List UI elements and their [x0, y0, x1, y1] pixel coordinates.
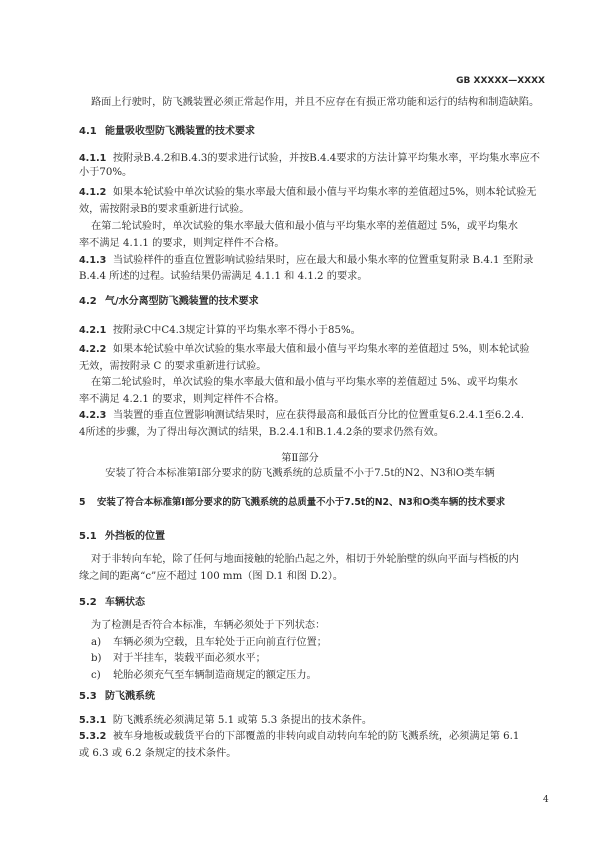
section-title: 气/水分离型防飞溅装置的技术要求 — [105, 296, 259, 307]
list-item — [91, 636, 327, 650]
list-text: 轮胎必须充气至车辆制造商规定的额定压力。 — [113, 670, 317, 681]
paragraph-line: 在第二轮试验时，单次试验的集水率最大值和最小值与平均集水率的差值超过 5%、或平均集水 — [91, 377, 518, 388]
paragraph-line: 为了检测是否符合本标准，车辆必须处于下列状态： — [91, 620, 326, 631]
clause-5-3-1 — [79, 714, 372, 728]
paragraph-line: 路面上行驶时，防飞溅装置必须正常起作用，并且不应存在有损正常功能和运行的结构和制造缺陷。 — [91, 97, 540, 108]
clause-text: 按附录C中C4.3规定计算的平均集水率不得小于85%。 — [112, 325, 361, 336]
clause-text: 如果本轮试验中单次试验的集水率最大值和最小值与平均集水率的差值超过5%，则本轮试验无 — [112, 187, 537, 198]
clause-text: 被车身地板或载货平台的下部覆盖的非转向或自动转向车轮的防飞溅系统，必须满足第 6.1 — [112, 731, 520, 742]
clause-number: 5.3.2 — [79, 731, 107, 742]
list-marker: b) — [91, 653, 102, 664]
clause-number: 5.3.1 — [79, 715, 107, 726]
section-number: 4.1 — [79, 126, 97, 137]
clause-4-2-3 — [79, 409, 524, 423]
clause-number: 4.1.1 — [79, 153, 107, 164]
list-item — [91, 669, 317, 683]
section-title: 外挡板的位置 — [105, 531, 165, 542]
section-number: 4.2 — [79, 296, 97, 307]
clause-4-2-1 — [79, 324, 361, 338]
section-heading-5-3 — [79, 690, 155, 704]
section-heading-5-2 — [79, 596, 145, 610]
section-title: 能量吸收型防飞溅装置的技术要求 — [105, 126, 255, 137]
paragraph-line: 无效，需按附录 C 的要求重新进行试验。 — [79, 361, 267, 372]
paragraph-line: 率不满足 4.2.1 的要求，则判定样件不合格。 — [79, 394, 285, 405]
section-number: 5.1 — [79, 531, 97, 542]
section-heading-5-1 — [79, 530, 165, 544]
clause-text: 如果本轮试验中单次试验的集水率最大值和最小值与平均集水率的差值超过 5%，则本轮试验 — [112, 344, 530, 355]
list-marker: c) — [91, 670, 101, 681]
paragraph-line: 缘之间的距离“c”应不超过 100 mm（图 D.1 和图 D.2）。 — [79, 571, 344, 582]
clause-5-3-2 — [79, 730, 519, 744]
clause-number: 4.2.3 — [79, 410, 107, 421]
clause-number: 4.2.2 — [79, 344, 107, 355]
section-heading-4-1 — [79, 125, 255, 139]
paragraph-line: B.4.4 所述的过程。试验结果仍需满足 4.1.1 和 4.1.2 的要求。 — [79, 271, 368, 282]
list-text: 车辆必须为空载，且车轮处于正向前直行位置； — [113, 637, 327, 648]
clause-number: 4.1.2 — [79, 187, 107, 198]
clause-text: 当装置的垂直位置影响测试结果时，应在获得最高和最低百分比的位置重复6.2.4.1至6.2.4. — [112, 410, 524, 421]
paragraph-line: 小于70%。 — [79, 167, 133, 178]
list-item — [91, 652, 266, 666]
clause-number: 4.1.3 — [79, 255, 107, 266]
clause-4-2-2 — [79, 343, 530, 357]
paragraph-line: 率不满足 4.1.1 的要求，则判定样件不合格。 — [79, 238, 285, 249]
section-title: 防飞溅系统 — [105, 691, 155, 702]
clause-4-1-2 — [79, 186, 536, 200]
page-number: 4 — [543, 795, 549, 805]
section-number: 5 — [79, 497, 86, 508]
section-heading-5 — [79, 496, 505, 510]
clause-text: 防飞溅系统必须满足第 5.1 或第 5.3 条提出的技术条件。 — [112, 715, 373, 726]
clause-4-1-1 — [79, 152, 540, 166]
section-heading-4-2 — [79, 295, 259, 309]
paragraph-line: 效，需按附录B的要求重新进行试验。 — [79, 204, 250, 215]
section-number: 5.2 — [79, 597, 97, 608]
clause-text: 按附录B.4.2和B.4.3的要求进行试验，并按B.4.4要求的方法计算平均集水率，平均集水率应不 — [112, 153, 540, 164]
section-number: 5.3 — [79, 691, 97, 702]
paragraph-line: 对于非转向车轮，除了任何与地面接触的轮胎凸起之外，相切于外轮胎壁的纵向平面与档板的内 — [91, 554, 519, 565]
standard-code: GB XXXXX—XXXX — [456, 76, 545, 86]
section-title: 车辆状态 — [105, 597, 145, 608]
part-title: 第Ⅱ部分 — [281, 453, 319, 464]
paragraph-line: 4所述的步骤，为了得出每次测试的结果，B.2.4.1和B.1.4.2条的要求仍然有效。 — [79, 427, 445, 438]
paragraph-line: 在第二轮试验时，单次试验的集水率最大值和最小值与平均集水率的差值超过 5%，或平均集水 — [91, 221, 518, 232]
list-marker: a) — [91, 637, 102, 648]
clause-number: 4.2.1 — [79, 325, 107, 336]
section-title: 安装了符合本标准第Ⅰ部分要求的防飞溅系统的总质量不小于7.5t的N2、N3和O类车辆的技术要求 — [97, 497, 506, 508]
part-subtitle: 安装了符合本标准第Ⅰ部分要求的防飞溅系统的总质量不小于7.5t的N2、N3和O类车辆 — [105, 468, 495, 479]
paragraph-line: 或 6.3 或 6.2 条规定的技术条件。 — [79, 748, 237, 759]
clause-4-1-3 — [79, 254, 533, 268]
clause-text: 当试验样件的垂直位置影响试验结果时，应在最大和最小集水率的位置重复附录 B.4.1 至附录 — [112, 255, 534, 266]
list-text: 对于半挂车，装载平面必须水平； — [113, 653, 266, 664]
